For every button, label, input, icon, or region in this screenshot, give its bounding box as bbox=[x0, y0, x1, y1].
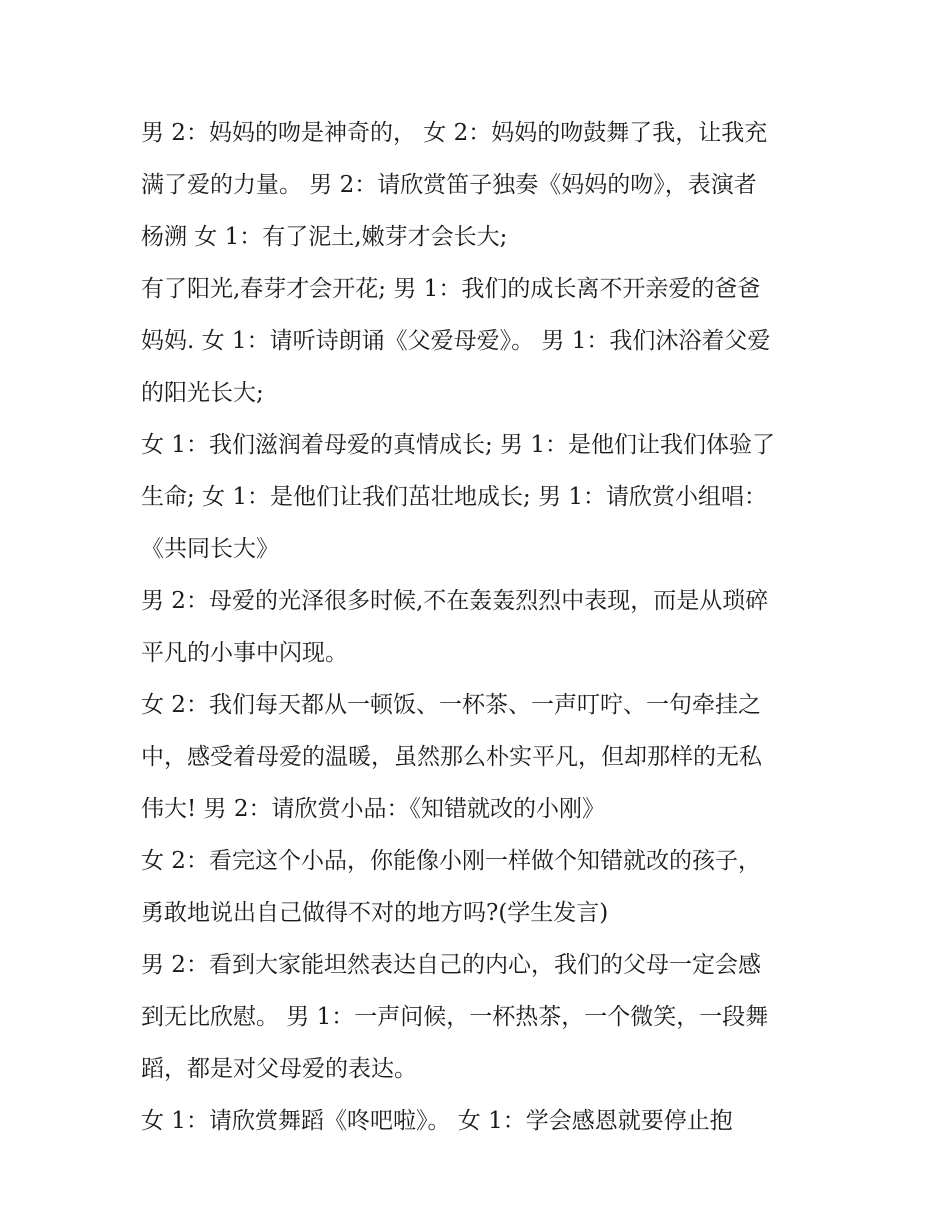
paragraph-4 bbox=[141, 575, 813, 679]
text-line: 男 2：妈妈的吻是神奇的， 女 2：妈妈的吻鼓舞了我，让我充 bbox=[141, 120, 768, 146]
text-line: 生命; 女 1：是他们让我们茁壮地成长; 男 1：请欣赏小组唱： bbox=[141, 484, 768, 510]
paragraph-2 bbox=[141, 263, 813, 419]
text-line: 满了爱的力量。 男 2：请欣赏笛子独奏《妈妈的吻》，表演者 bbox=[141, 172, 757, 198]
text-line: 男 2：看到大家能坦然表达自己的内心，我们的父母一定会感 bbox=[141, 952, 761, 978]
text-line: 平凡的小事中闪现。 bbox=[141, 640, 348, 666]
text-line: 《共同长大》 bbox=[141, 536, 279, 562]
text-line: 女 2：我们每天都从一顿饭、一杯茶、一声叮咛、一句牵挂之 bbox=[141, 692, 761, 718]
paragraph-8 bbox=[141, 1095, 813, 1147]
text-line: 女 2：看完这个小品，你能像小刚一样做个知错就改的孩子， bbox=[141, 848, 761, 874]
text-line: 男 2：母爱的光泽很多时候,不在轰轰烈烈中表现，而是从琐碎 bbox=[141, 588, 769, 614]
text-line: 到无比欣慰。 男 1：一声问候，一杯热茶，一个微笑，一段舞 bbox=[141, 1004, 769, 1030]
paragraph-6 bbox=[141, 835, 813, 939]
text-line: 女 1：我们滋润着母爱的真情成长; 男 1：是他们让我们体验了 bbox=[141, 432, 775, 458]
paragraph-5 bbox=[141, 679, 813, 835]
text-line: 蹈，都是对父母爱的表达。 bbox=[141, 1056, 417, 1082]
text-line: 的阳光长大; bbox=[141, 380, 264, 406]
paragraph-1 bbox=[141, 107, 813, 263]
text-line: 中，感受着母爱的温暖，虽然那么朴实平凡，但却那样的无私 bbox=[141, 744, 762, 770]
text-line: 伟大! 男 2：请欣赏小品：《知错就改的小刚》 bbox=[141, 796, 605, 822]
paragraph-7 bbox=[141, 939, 813, 1095]
document-body bbox=[141, 107, 813, 1147]
text-line: 妈妈. 女 1：请听诗朗诵《父爱母爱》。 男 1：我们沐浴着父爱 bbox=[141, 328, 771, 354]
paragraph-3 bbox=[141, 419, 813, 575]
text-line: 有了阳光,春芽才会开花; 男 1：我们的成长离不开亲爱的爸爸 bbox=[141, 276, 761, 302]
text-line: 勇敢地说出自己做得不对的地方吗?(学生发言) bbox=[141, 900, 609, 926]
text-line: 女 1：请欣赏舞蹈《咚吧啦》。 女 1：学会感恩就要停止抱 bbox=[141, 1108, 733, 1134]
text-line: 杨溯 女 1：有了泥土,嫩芽才会长大; bbox=[141, 224, 508, 250]
